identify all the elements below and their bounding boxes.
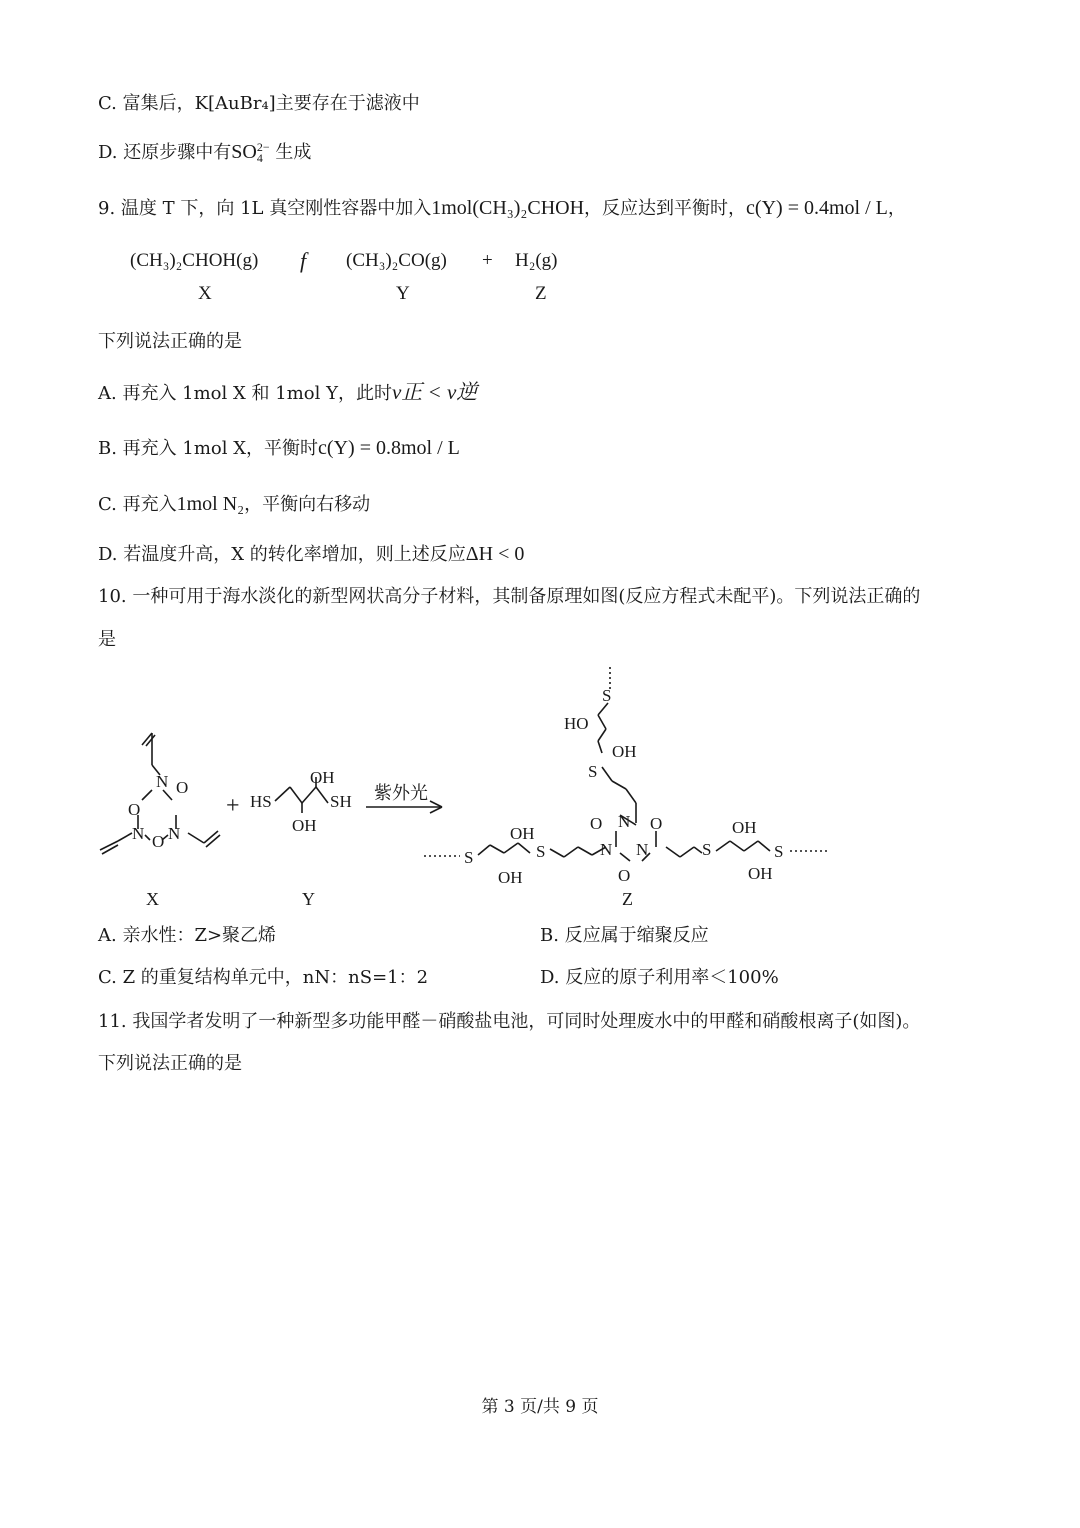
x-atom-n-top: N <box>156 772 169 791</box>
q8-option-d-formula: SO 2− 4 <box>231 140 270 166</box>
q11-stem-line2: 下列说法正确的是 <box>98 1053 242 1074</box>
z-atom-oh-right-top: OH <box>732 818 757 837</box>
q9-option-a-expr: v正 < v逆 <box>391 380 478 404</box>
z-top-branch <box>626 789 636 803</box>
x-atom-o-top: O <box>176 778 189 797</box>
q10-option-b: B. 反应属于缩聚反应 <box>540 925 709 946</box>
z-right-branch <box>666 847 680 857</box>
q8-option-c: C. 富集后，K[AuBr₄]主要存在于滤液中 <box>98 93 420 114</box>
z-atom-oh-top: OH <box>612 742 637 761</box>
x-atom-o-left: O <box>128 800 141 819</box>
q11-stem-line1: 11. 我国学者发明了一种新型多功能甲醛－硝酸盐电池，可同时处理废水中的甲醛和硝酸根离子(如图)。 <box>98 1011 921 1032</box>
page-number: 第 3 页/共 9 页 <box>481 1397 599 1417</box>
y-atom-oh-bottom: OH <box>292 816 317 835</box>
q9-product2: H₂(g) <box>515 250 558 271</box>
arrow-label: 紫外光 <box>374 783 428 803</box>
z-atom-s-left2: S <box>536 842 546 861</box>
figure-label-z: Z <box>622 889 633 909</box>
figure-label-y: Y <box>302 889 315 909</box>
q9-product1: (CH₃)₂CO(g) <box>346 250 447 271</box>
q9-option-d: D. 若温度升高，X 的转化率增加，则上述反应ΔH < 0 <box>98 543 525 565</box>
x-ring <box>163 790 172 800</box>
z-atom-oh-left-bottom: OH <box>498 868 523 887</box>
q10-option-d: D. 反应的原子利用率＜100% <box>540 967 779 988</box>
q8-option-d-suffix: 生成 <box>269 142 312 163</box>
q10-reaction-figure <box>90 655 850 915</box>
z-atom-n-top: N <box>618 812 631 831</box>
q9-option-d-expr: ΔH < 0 <box>465 543 525 565</box>
q9-option-a: A. 再充入 1mol X 和 1mol Y，此时v正 < v逆 <box>98 380 478 404</box>
figure-plus: + <box>226 793 240 819</box>
q9-option-b-expr: c(Y) = 0.8mol / L <box>318 437 460 459</box>
x-allyl-right <box>188 833 204 843</box>
y-chain <box>275 787 290 801</box>
z-atom-o-right: O <box>650 814 663 833</box>
q9-label-z: Z <box>535 283 547 304</box>
z-atom-ho: HO <box>564 714 589 733</box>
q9-stem: 9. 温度 T 下，向 1L 真空刚性容器中加入1mol(CH₃)₂CHOH，反应达到平衡时，c(Y) = 0.4mol / L， <box>98 197 906 219</box>
z-atom-n-right: N <box>636 840 649 859</box>
y-atom-sh: SH <box>330 792 352 811</box>
q9-equilibrium-arrow: f <box>300 248 307 273</box>
z-atom-s-left1: S <box>464 848 474 867</box>
q9-stem-amount: 1mol(CH₃)₂CHOH <box>431 197 585 219</box>
z-atom-oh-left-top: OH <box>510 824 535 843</box>
q9-option-b: B. 再充入 1mol X，平衡时c(Y) = 0.8mol / L <box>98 437 460 459</box>
q9-stem-condition: c(Y) = 0.4mol / L <box>746 197 888 219</box>
q10-option-c: C. Z 的重复结构单元中，nN：nS=1：2 <box>98 967 429 988</box>
q10-stem-line2: 是 <box>98 629 116 650</box>
z-atom-n-left: N <box>600 840 613 859</box>
z-atom-s-top: S <box>602 686 612 705</box>
z-atom-s-upper: S <box>588 762 598 781</box>
x-atom-n-left: N <box>132 824 145 843</box>
x-atom-o-bottom: O <box>152 832 165 851</box>
q9-label-x: X <box>198 283 212 304</box>
q10-option-a: A. 亲水性：Z>聚乙烯 <box>98 925 277 946</box>
x-atom-n-right: N <box>168 824 181 843</box>
z-atom-oh-right-bottom: OH <box>748 864 773 883</box>
q9-reactant: (CH₃)₂CHOH(g) <box>130 250 259 271</box>
q8-option-d <box>98 140 311 165</box>
q9-plus: + <box>482 250 493 271</box>
z-atom-o-left: O <box>590 814 603 833</box>
y-atom-oh-top: OH <box>310 768 335 787</box>
x-allyl-left <box>100 841 118 850</box>
z-atom-o-bottom: O <box>618 866 631 885</box>
z-atom-s-right1: S <box>702 840 712 859</box>
q9-label-y: Y <box>396 283 410 304</box>
q9-option-c: C. 再充入1mol N₂，平衡向右移动 <box>98 493 371 515</box>
figure-label-x: X <box>146 889 159 909</box>
z-atom-s-right2: S <box>774 842 784 861</box>
y-atom-hs: HS <box>250 792 272 811</box>
q8-option-d-prefix: D. 还原步骤中有 <box>98 142 232 163</box>
q9-ask: 下列说法正确的是 <box>98 331 242 352</box>
q10-stem-line1: 10. 一种可用于海水淡化的新型网状高分子材料，其制备原理如图(反应方程式未配平)。下列说法正确的 <box>98 586 921 607</box>
q9-option-c-expr: 1mol N₂ <box>176 493 245 515</box>
